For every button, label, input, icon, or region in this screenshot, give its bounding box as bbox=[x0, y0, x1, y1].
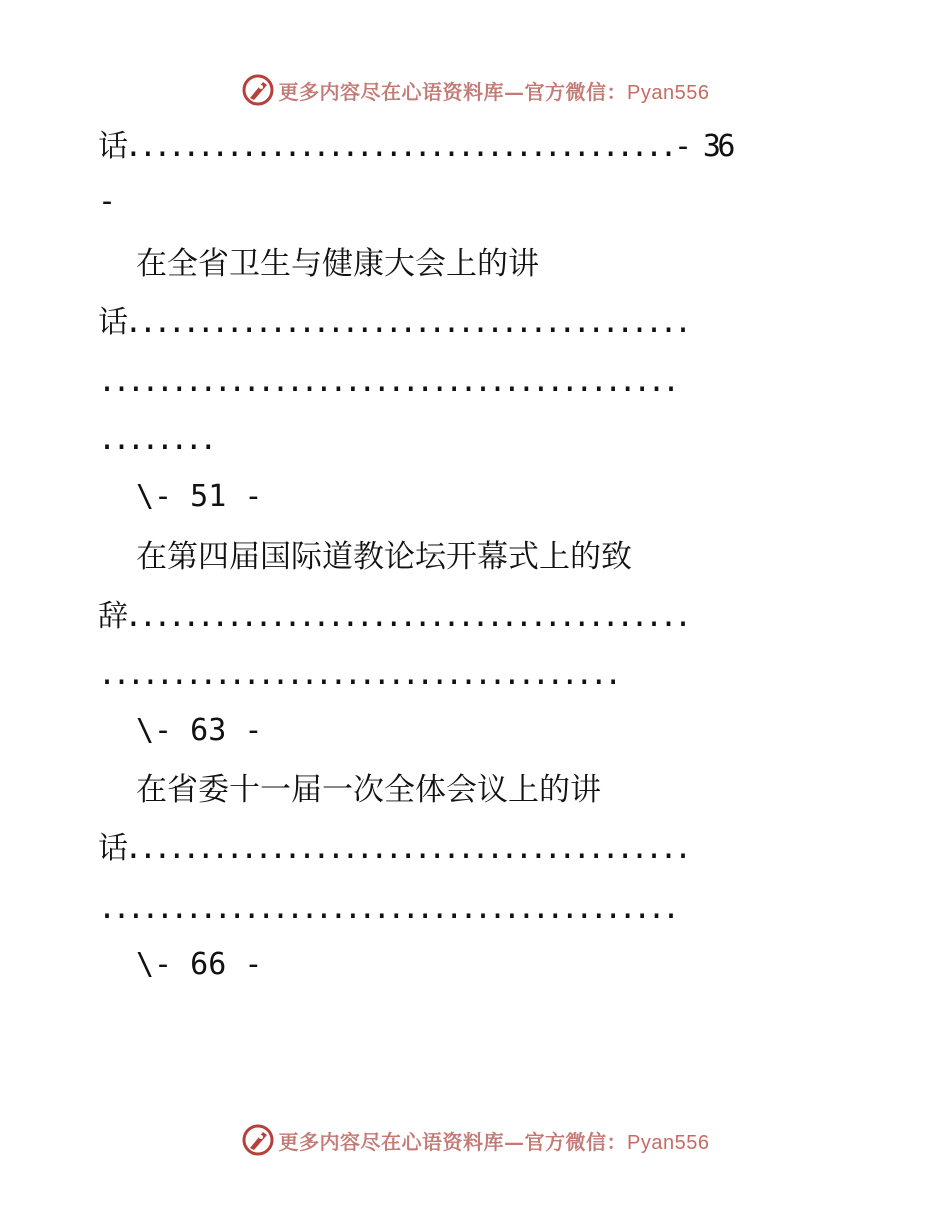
toc-entry-title: 在第四届国际道教论坛开幕式上的致 bbox=[136, 539, 632, 575]
toc-page-number: \- 51 - bbox=[136, 479, 263, 514]
toc-page-number: \- 63 - bbox=[136, 713, 263, 748]
toc-line: - bbox=[98, 184, 117, 219]
toc-line: ........ bbox=[98, 422, 214, 457]
toc-line: .................................... bbox=[98, 657, 619, 692]
toc-line: ........................................ bbox=[98, 891, 677, 926]
toc-entry-title: 在省委十一届一次全体会议上的讲 bbox=[136, 772, 601, 808]
banner-text: 更多内容尽在心语资料库—官方微信：Pyan556 bbox=[278, 1129, 710, 1154]
header-banner bbox=[0, 70, 950, 110]
pen-nib-circle-icon bbox=[241, 1123, 275, 1157]
toc-line: 辞....................................... bbox=[98, 599, 689, 634]
footer-banner bbox=[0, 1120, 950, 1160]
toc-line: 话....................................... bbox=[98, 831, 689, 866]
toc-line: 话....................................... bbox=[98, 305, 689, 340]
toc-entry-title: 在全省卫生与健康大会上的讲 bbox=[136, 246, 539, 282]
banner-text: 更多内容尽在心语资料库—官方微信：Pyan556 bbox=[278, 79, 710, 104]
pen-nib-circle-icon bbox=[241, 73, 275, 107]
toc-page-number: \- 66 - bbox=[136, 947, 263, 982]
toc-line: 话......................................- 36 bbox=[98, 129, 732, 164]
toc-line: ........................................ bbox=[98, 364, 677, 399]
